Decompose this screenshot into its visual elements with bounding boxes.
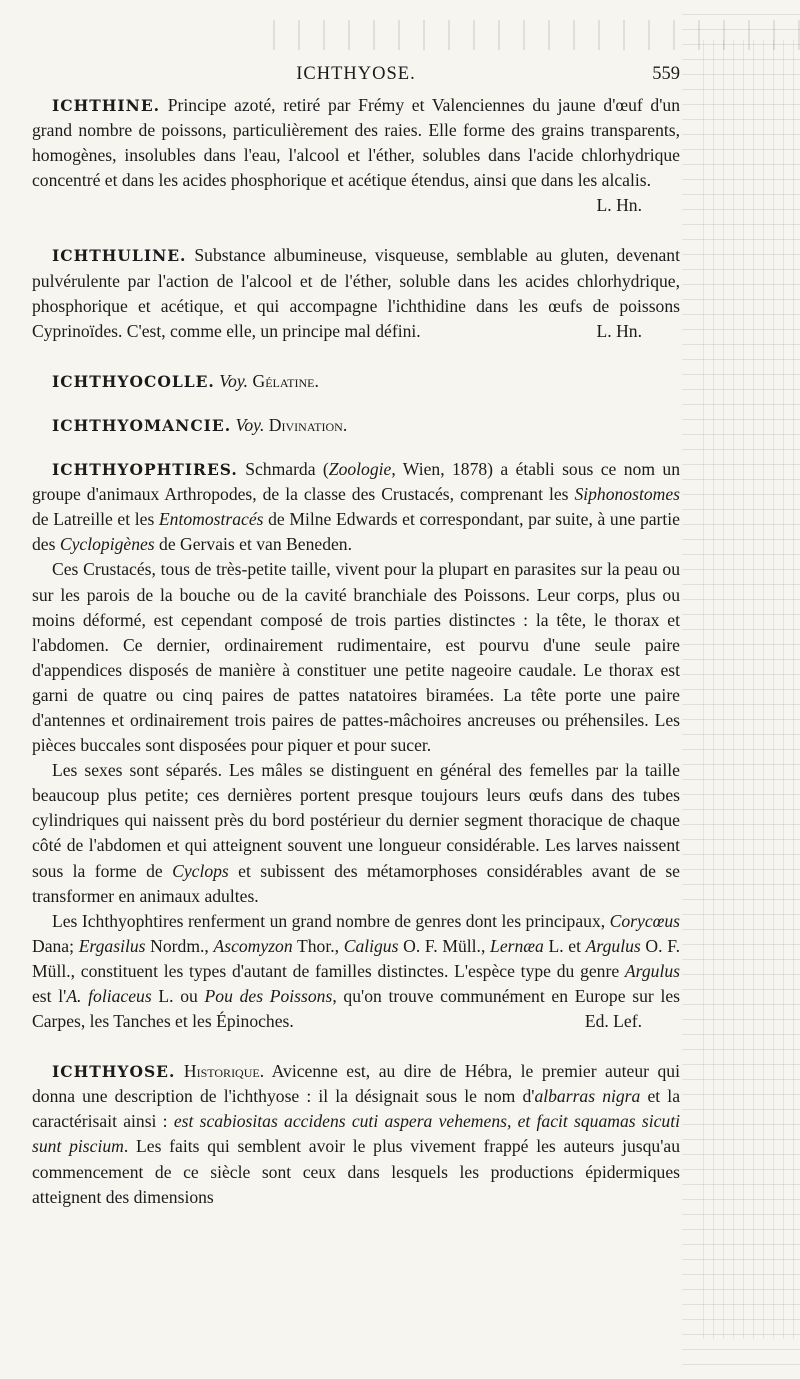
text-run: et la caractérisait ainsi : xyxy=(32,1086,680,1132)
text-run: de Milne Edwards et correspondant, par suite, à une partie des xyxy=(32,509,680,555)
cross-reference: Divination. xyxy=(268,414,348,435)
text-run: L. et xyxy=(543,935,586,956)
entry-paragraph xyxy=(32,369,680,394)
section-label: Historique. xyxy=(183,1061,265,1082)
entry-text: Substance albumineuse, visqueuse, semblable au gluten, devenant pulvérulente par l'action de l'alcool et de l'éther, soluble dans les acides chlorhydrique, phosphorique et acétique, et qui accompagne l'ichthidine dans les œufs de poissons Cyprinoïdes. C'est, comme elle, un principe mal défini. xyxy=(32,245,680,341)
entry-ichthyophtires xyxy=(32,457,680,1034)
entry-paragraph xyxy=(32,1059,680,1210)
entry-text: Principe azoté, retiré par Frémy et Valenciennes du jaune d'œuf d'un grand nombre de poissons, particulièrement des raies. Elle forme des grains transparents, homogènes, insolubles dans l'eau, l'alcool et l'éther, solubles dans l'acide chlorhydrique concentré et dans les acides phosphorique et acétique étendus, ainsi que dans les alcalis. xyxy=(32,95,680,191)
scan-noise-margin xyxy=(682,0,800,1379)
entry-paragraph: Ces Crustacés, tous de très-petite taille, vivent pour la plupart en parasites sur la peau ou sur les parois de la bouche ou de la cavité branchiale des Poissons. Leur corps, plus ou moins déformé, est cependant composé de trois parties distinctes : la tête, le thorax et l'abdomen. Ce dernier, ordinairement rudimentaire, est pourvu d'une seule paire d'appendices disposés de manière à constituer une petite nageoire caudale. Le thorax est garni de quatre ou cinq paires de pattes natatoires biramées. La tête porte une paire d'antennes et ordinairement trois paires de pattes-mâchoires ancreuses ou préhensiles. Les pièces buccales sont disposées pour piquer et pour sucer. xyxy=(32,559,680,756)
running-head xyxy=(32,62,680,90)
italic-run: Argulus xyxy=(585,935,641,956)
italic-run: Pou des Poissons xyxy=(204,986,333,1006)
italic-run: Ergasilus xyxy=(78,935,146,956)
italic-run: Cyclops xyxy=(172,860,229,881)
text-run: Schmarda ( xyxy=(245,459,329,480)
entry-headword: ICHTHYOPHTIRES. xyxy=(52,460,238,480)
text-run: . Les faits qui semblent avoir le plus vivement frappé les auteurs jusqu'au commencement de ce siècle sont ceux dans lesquels les productions épidermiques atteignent des dimensions xyxy=(32,1136,681,1207)
italic-run: Argulus xyxy=(624,960,680,981)
entry-headword: ICHTHULINE. xyxy=(52,246,187,266)
text-run: L. ou xyxy=(151,986,205,1006)
page-title: ICHTHYOSE. xyxy=(296,64,416,84)
text-run: Les Ichthyophtires renferment un grand nombre de genres dont les principaux, xyxy=(52,910,610,931)
text-run: , Wien, 1878) a établi sous ce nom un groupe d'animaux Arthropodes, de la classe des Crustacés, comprenant les xyxy=(32,459,680,505)
entry-paragraph xyxy=(32,457,680,557)
entry-paragraph xyxy=(32,758,680,909)
italic-run: A. foliaceus xyxy=(66,986,152,1006)
text-run: Nordm., xyxy=(145,935,214,956)
italic-run: Entomostracés xyxy=(158,509,264,530)
text-run: O. F. Müll., constituent les types d'autant de familles distinctes. L'espèce type du genre xyxy=(32,935,680,981)
italic-run: albarras nigra xyxy=(534,1086,641,1107)
text-run: de Gervais et van Beneden. xyxy=(154,534,353,555)
article-body xyxy=(32,93,680,1210)
text-run: Thor., xyxy=(292,935,344,956)
text-run: Les sexes sont séparés. Les mâles se distinguent en général des femelles par la taille beaucoup plus petite; ces dernières portent presque toujours leurs œufs dans des tubes cylindriques qui naissent près du bord postérieur du dernier segment thoracique de chaque côté de l'abdomen et qui atteignent souvent une longueur considérable. Les larves naissent sous la forme de xyxy=(32,760,680,881)
entry-ichthyomancie xyxy=(32,413,680,438)
italic-run: Siphonostomes xyxy=(574,484,680,505)
italic-run: Zoologie xyxy=(328,459,392,480)
entry-signature: Ed. Lef. xyxy=(584,1011,642,1032)
text-run: Dana; xyxy=(32,935,79,956)
page-number: 559 xyxy=(652,64,680,84)
entry-ichthyocolle xyxy=(32,369,680,394)
italic-run: est scabiositas accidens cuti aspera vehemens, et facit squamas sicuti sunt piscium xyxy=(32,1111,680,1157)
entry-paragraph xyxy=(32,243,680,343)
italic-run: Corycœus xyxy=(609,910,680,931)
text-run: et subissent des métamorphoses considérables avant de se transformer en animaux adultes. xyxy=(32,860,680,906)
italic-run: Caligus xyxy=(343,935,399,956)
entry-headword: ICHTHYOSE. xyxy=(52,1062,176,1082)
text-run: O. F. Müll., xyxy=(398,935,491,956)
voy-label: Voy. xyxy=(235,414,265,435)
cross-reference: Gélatine. xyxy=(252,370,319,391)
entry-headword: ICHTHYOMANCIE. xyxy=(52,415,232,435)
italic-run: Ascomyzon xyxy=(213,935,293,956)
entry-ichthine xyxy=(32,93,680,218)
voy-label: Voy. xyxy=(219,370,249,391)
entry-paragraph xyxy=(32,909,680,1034)
entry-headword: ICHTHINE. xyxy=(52,96,161,115)
italic-run: Lernæa xyxy=(490,935,544,956)
entry-ichthuline xyxy=(32,243,680,343)
entry-paragraph xyxy=(32,93,680,216)
entry-signature: L. Hn. xyxy=(596,195,642,216)
text-run: est l' xyxy=(32,986,67,1006)
text-run: , qu'on trouve communément en Europe sur les Carpes, les Tanches et les Épinoches. xyxy=(32,986,680,1032)
italic-run: Cyclopigènes xyxy=(59,534,155,555)
text-run: de Latreille et les xyxy=(32,509,159,530)
entry-signature: L. Hn. xyxy=(596,320,642,341)
entry-headword: ICHTHYOCOLLE. xyxy=(52,371,215,391)
entry-paragraph xyxy=(32,413,680,438)
entry-ichthyose xyxy=(32,1059,680,1210)
text-run: Avicenne est, au dire de Hébra, le premier auteur qui donna une description de l'ichthyose : il la désignait sous le nom d' xyxy=(32,1061,680,1107)
